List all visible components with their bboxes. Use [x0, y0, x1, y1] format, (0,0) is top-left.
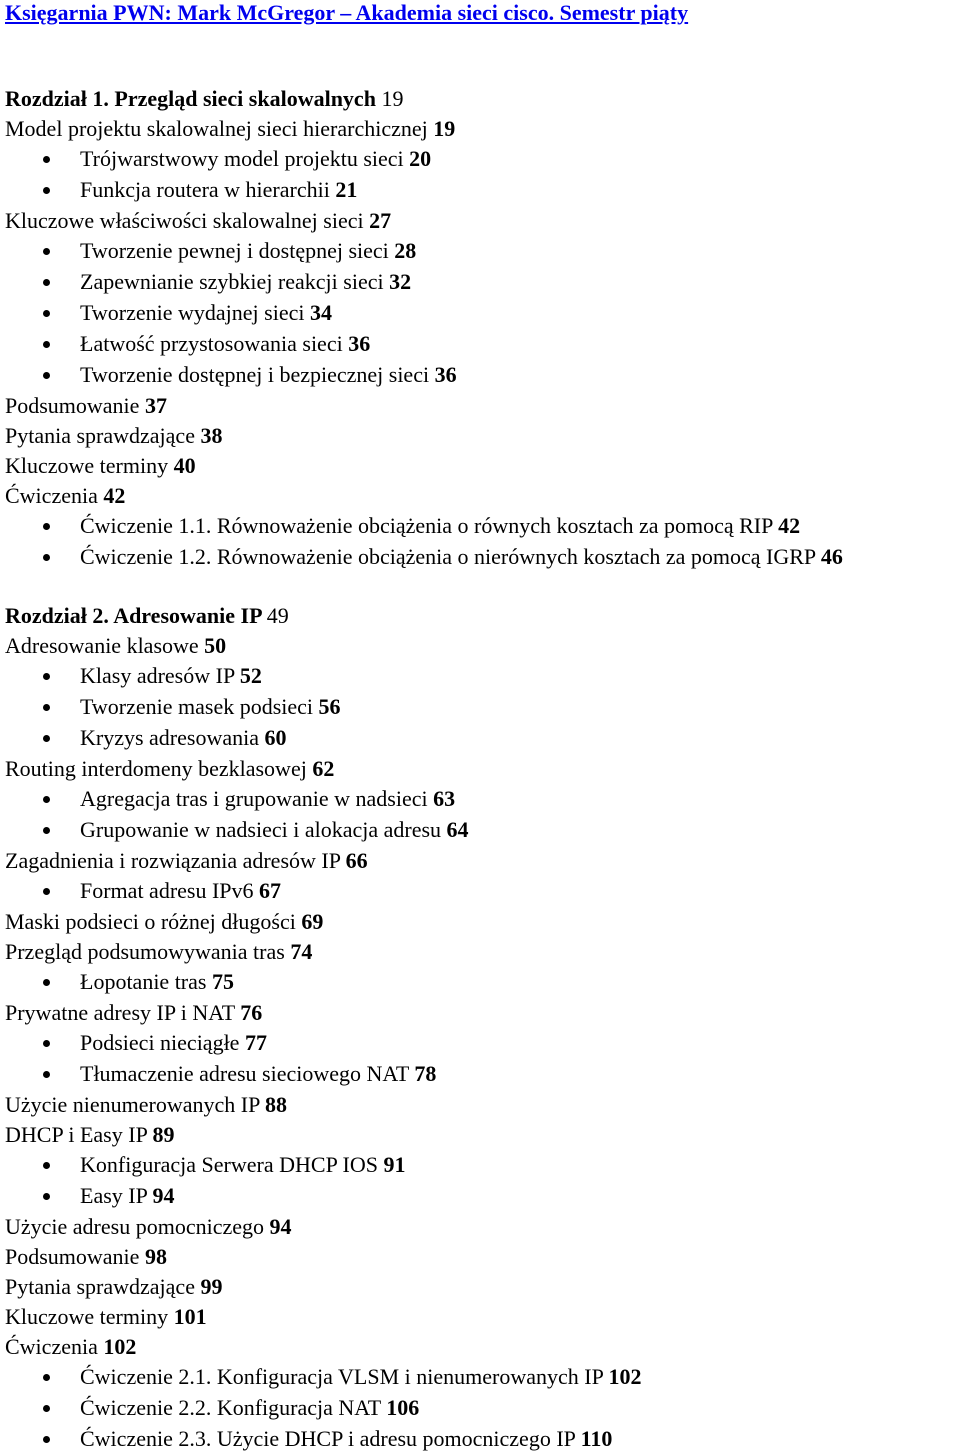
toc-entry-text: Ćwiczenia: [5, 483, 98, 508]
chapter-title: [5, 84, 960, 114]
chapter-page-number: 49: [266, 603, 289, 628]
toc-entry-text: Użycie adresu pomocniczego: [5, 1214, 264, 1239]
toc-entry-text: Maski podsieci o różnej długości: [5, 909, 296, 934]
toc-subentry: [5, 876, 960, 907]
chapter-section: [5, 84, 960, 573]
toc-entry-text: Ćwiczenie 1.2. Równoważenie obciążenia o nierównych kosztach za pomocą IGRP: [80, 544, 816, 569]
toc-entry-text: Grupowanie w nadsieci i alokacja adresu: [80, 817, 442, 842]
toc-subentry: [5, 967, 960, 998]
toc-page-number: 78: [414, 1061, 437, 1086]
toc-subentry: [5, 1150, 960, 1181]
toc-page-number: 98: [144, 1244, 167, 1269]
toc-page-number: 60: [264, 725, 287, 750]
table-of-contents: [5, 84, 960, 1455]
toc-subentry: [5, 1362, 960, 1393]
bullet-icon: [43, 888, 50, 895]
bullet-icon: [43, 1193, 50, 1200]
toc-page-number: 19: [433, 116, 456, 141]
toc-subentry: [5, 1424, 960, 1455]
toc-subentry: [5, 1393, 960, 1424]
bullet-icon: [43, 1040, 50, 1047]
toc-subentry: [5, 1181, 960, 1212]
toc-entry-text: Format adresu IPv6: [80, 878, 254, 903]
chapter-section: [5, 601, 960, 1455]
toc-page-number: 75: [211, 969, 234, 994]
toc-page-number: 101: [173, 1304, 207, 1329]
bullet-icon: [43, 156, 50, 163]
toc-page-number: 38: [200, 423, 223, 448]
toc-entry-text: Podsumowanie: [5, 393, 140, 418]
toc-entry-text: Klasy adresów IP: [80, 663, 235, 688]
toc-entry: [5, 421, 960, 451]
toc-page-number: 37: [144, 393, 167, 418]
bullet-icon: [43, 554, 50, 561]
toc-entry-text: Kluczowe właściwości skalowalnej sieci: [5, 208, 364, 233]
bullet-icon: [43, 187, 50, 194]
toc-page-number: 91: [383, 1152, 406, 1177]
toc-subentry: [5, 175, 960, 206]
toc-entry-text: Konfiguracja Serwera DHCP IOS: [80, 1152, 378, 1177]
toc-subentry: [5, 329, 960, 360]
bullet-icon: [43, 1071, 50, 1078]
chapter-title-text: Adresowanie IP: [113, 603, 262, 628]
toc-page-number: 67: [259, 878, 282, 903]
toc-page-number: 20: [409, 146, 432, 171]
toc-entry-text: Adresowanie klasowe: [5, 633, 199, 658]
toc-page-number: 27: [369, 208, 392, 233]
bullet-icon: [43, 248, 50, 255]
bullet-icon: [43, 523, 50, 530]
toc-page-number: 21: [335, 177, 358, 202]
bullet-icon: [43, 704, 50, 711]
toc-subentry: [5, 661, 960, 692]
toc-subentry: [5, 360, 960, 391]
toc-page-number: 42: [103, 483, 126, 508]
toc-page-number: 62: [312, 756, 335, 781]
toc-entry: [5, 391, 960, 421]
toc-entry: [5, 451, 960, 481]
chapter-label: Rozdział 2.: [5, 603, 109, 628]
toc-entry-text: Łopotanie tras: [80, 969, 207, 994]
toc-page-number: 89: [152, 1122, 175, 1147]
toc-page-number: 102: [608, 1364, 642, 1389]
bullet-icon: [43, 1405, 50, 1412]
toc-entry: [5, 754, 960, 784]
toc-subentry: [5, 723, 960, 754]
toc-entry: [5, 998, 960, 1028]
toc-entry: [5, 1302, 960, 1332]
toc-entry-text: Kluczowe terminy: [5, 1304, 169, 1329]
toc-entry: [5, 907, 960, 937]
toc-page-number: 46: [820, 544, 843, 569]
toc-entry-text: Ćwiczenie 2.1. Konfiguracja VLSM i nienumerowanych IP: [80, 1364, 603, 1389]
toc-entry-text: Pytania sprawdzające: [5, 423, 195, 448]
toc-page-number: 76: [240, 1000, 263, 1025]
bullet-icon: [43, 372, 50, 379]
toc-entry-text: Ćwiczenie 2.2. Konfiguracja NAT: [80, 1395, 381, 1420]
toc-subentry: [5, 236, 960, 267]
bullet-icon: [43, 341, 50, 348]
toc-entry-text: Easy IP: [80, 1183, 148, 1208]
toc-entry-text: Trójwarstwowy model projektu sieci: [80, 146, 404, 171]
bullet-icon: [43, 979, 50, 986]
toc-entry-text: Kryzys adresowania: [80, 725, 259, 750]
chapter-title-text: Przegląd sieci skalowalnych: [114, 86, 376, 111]
bookstore-link[interactable]: Księgarnia PWN: Mark McGregor – Akademia sieci cisco. Semestr piąty: [5, 0, 689, 25]
toc-entry-text: DHCP i Easy IP: [5, 1122, 147, 1147]
toc-subentry: [5, 784, 960, 815]
toc-entry-text: Użycie nienumerowanych IP: [5, 1092, 260, 1117]
toc-page-number: 32: [389, 269, 412, 294]
toc-page-number: 94: [269, 1214, 292, 1239]
toc-entry: [5, 1090, 960, 1120]
bullet-icon: [43, 796, 50, 803]
toc-entry-text: Agregacja tras i grupowanie w nadsieci: [80, 786, 428, 811]
toc-entry: [5, 1272, 960, 1302]
toc-entry-text: Tłumaczenie adresu sieciowego NAT: [80, 1061, 409, 1086]
toc-page-number: 94: [152, 1183, 175, 1208]
toc-entry-text: Funkcja routera w hierarchii: [80, 177, 330, 202]
bullet-icon: [43, 735, 50, 742]
toc-entry-text: Podsieci nieciągłe: [80, 1030, 240, 1055]
toc-entry-text: Podsumowanie: [5, 1244, 140, 1269]
toc-entry-text: Model projektu skalowalnej sieci hierarchicznej: [5, 116, 428, 141]
toc-entry-text: Zagadnienia i rozwiązania adresów IP: [5, 848, 341, 873]
toc-subentry: [5, 692, 960, 723]
toc-page-number: 102: [103, 1334, 137, 1359]
toc-entry-text: Tworzenie dostępnej i bezpiecznej sieci: [80, 362, 430, 387]
bullet-icon: [43, 279, 50, 286]
toc-subentry: [5, 298, 960, 329]
toc-page-number: 77: [244, 1030, 267, 1055]
toc-page-number: 40: [173, 453, 196, 478]
toc-page-number: 56: [318, 694, 341, 719]
toc-page-number: 88: [265, 1092, 288, 1117]
toc-subentry: [5, 267, 960, 298]
toc-page-number: 74: [290, 939, 313, 964]
chapter-label: Rozdział 1.: [5, 86, 109, 111]
toc-page-number: 99: [200, 1274, 223, 1299]
toc-page-number: 36: [348, 331, 371, 356]
toc-entry-text: Tworzenie pewnej i dostępnej sieci: [80, 238, 389, 263]
toc-subentry: [5, 815, 960, 846]
toc-entry-text: Prywatne adresy IP i NAT: [5, 1000, 235, 1025]
toc-entry-text: Łatwość przystosowania sieci: [80, 331, 343, 356]
toc-entry-text: Przegląd podsumowywania tras: [5, 939, 285, 964]
toc-entry: [5, 846, 960, 876]
toc-entry-text: Ćwiczenie 1.1. Równoważenie obciążenia o równych kosztach za pomocą RIP: [80, 513, 773, 538]
toc-page-number: 63: [433, 786, 456, 811]
toc-page-number: 110: [580, 1426, 613, 1451]
toc-entry-text: Tworzenie wydajnej sieci: [80, 300, 305, 325]
bullet-icon: [43, 673, 50, 680]
toc-entry: [5, 1212, 960, 1242]
toc-entry: [5, 1120, 960, 1150]
toc-entry: [5, 206, 960, 236]
toc-page-number: 52: [239, 663, 262, 688]
toc-entry: [5, 937, 960, 967]
toc-page-number: 50: [204, 633, 227, 658]
toc-entry: [5, 1332, 960, 1362]
bullet-icon: [43, 1374, 50, 1381]
bullet-icon: [43, 310, 50, 317]
toc-page-number: 66: [345, 848, 368, 873]
toc-subentry: [5, 1059, 960, 1090]
bullet-icon: [43, 1162, 50, 1169]
toc-entry-text: Zapewnianie szybkiej reakcji sieci: [80, 269, 384, 294]
toc-entry-text: Ćwiczenia: [5, 1334, 98, 1359]
toc-entry-text: Ćwiczenie 2.3. Użycie DHCP i adresu pomocniczego IP: [80, 1426, 576, 1451]
toc-page-number: 34: [309, 300, 332, 325]
toc-entry: [5, 1242, 960, 1272]
toc-page-number: 28: [394, 238, 417, 263]
toc-entry-text: Pytania sprawdzające: [5, 1274, 195, 1299]
toc-entry-text: Tworzenie masek podsieci: [80, 694, 314, 719]
toc-page-number: 64: [446, 817, 469, 842]
toc-subentry: [5, 511, 960, 542]
toc-subentry: [5, 1028, 960, 1059]
chapter-page-number: 19: [381, 86, 404, 111]
toc-entry-text: Kluczowe terminy: [5, 453, 169, 478]
toc-subentry: [5, 542, 960, 573]
toc-page-number: 106: [386, 1395, 420, 1420]
toc-entry: [5, 481, 960, 511]
toc-page-number: 36: [434, 362, 457, 387]
bullet-icon: [43, 827, 50, 834]
toc-page-number: 69: [301, 909, 324, 934]
bullet-icon: [43, 1436, 50, 1443]
chapter-title: [5, 601, 960, 631]
toc-entry: [5, 114, 960, 144]
toc-entry: [5, 631, 960, 661]
toc-page-number: 42: [778, 513, 801, 538]
toc-subentry: [5, 144, 960, 175]
toc-entry-text: Routing interdomeny bezklasowej: [5, 756, 307, 781]
